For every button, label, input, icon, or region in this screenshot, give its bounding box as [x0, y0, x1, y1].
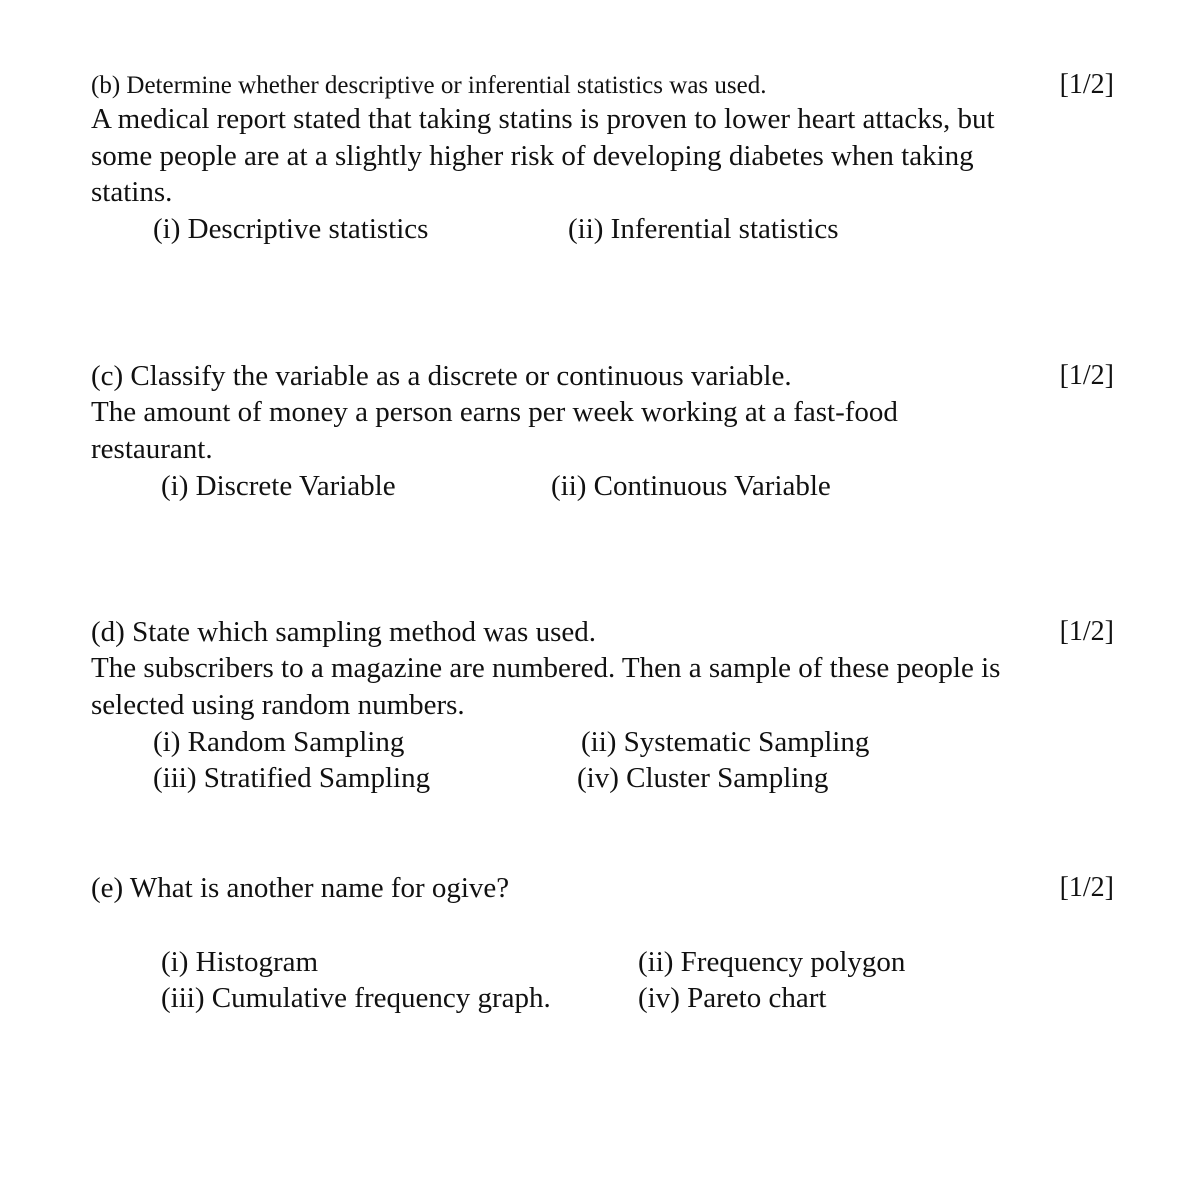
question-e-option-iv[interactable]: (iv) Pareto chart: [638, 982, 827, 1014]
question-d-marks: [1/2]: [1059, 616, 1114, 647]
question-c-option-ii[interactable]: (ii) Continuous Variable: [551, 470, 831, 502]
question-e-option-i[interactable]: (i) Histogram: [161, 946, 319, 978]
question-c-body-line-2: restaurant.: [91, 433, 213, 465]
question-c-option-i[interactable]: (i) Discrete Variable: [161, 470, 396, 502]
question-b-prompt: (b) Determine whether descriptive or inferential statistics was used.: [91, 72, 767, 99]
question-d-option-ii[interactable]: (ii) Systematic Sampling: [581, 726, 870, 758]
question-e-option-iii[interactable]: (iii) Cumulative frequency graph.: [161, 982, 551, 1014]
question-b-option-ii[interactable]: (ii) Inferential statistics: [568, 213, 839, 245]
question-d-body-line-2: selected using random numbers.: [91, 689, 465, 721]
question-d-prompt: (d) State which sampling method was used.: [91, 616, 596, 648]
question-d-body-line-1: The subscribers to a magazine are numbered. Then a sample of these people is: [91, 652, 1001, 684]
question-e-marks: [1/2]: [1059, 872, 1114, 903]
question-e-option-ii[interactable]: (ii) Frequency polygon: [638, 946, 906, 978]
question-c-body-line-1: The amount of money a person earns per week working at a fast-food: [91, 396, 898, 428]
question-d-option-iv[interactable]: (iv) Cluster Sampling: [577, 762, 829, 794]
question-b-marks: [1/2]: [1059, 69, 1114, 100]
question-c-prompt: (c) Classify the variable as a discrete or continuous variable.: [91, 360, 792, 392]
question-b-option-i[interactable]: (i) Descriptive statistics: [153, 213, 429, 245]
question-c-marks: [1/2]: [1059, 360, 1114, 391]
question-b-body-line-3: statins.: [91, 176, 173, 208]
question-e-prompt: (e) What is another name for ogive?: [91, 872, 510, 904]
question-b-body-line-2: some people are at a slightly higher risk of developing diabetes when taking: [91, 140, 974, 172]
question-d-option-i[interactable]: (i) Random Sampling: [153, 726, 405, 758]
question-b-body-line-1: A medical report stated that taking statins is proven to lower heart attacks, but: [91, 103, 995, 135]
question-d-option-iii[interactable]: (iii) Stratified Sampling: [153, 762, 431, 794]
